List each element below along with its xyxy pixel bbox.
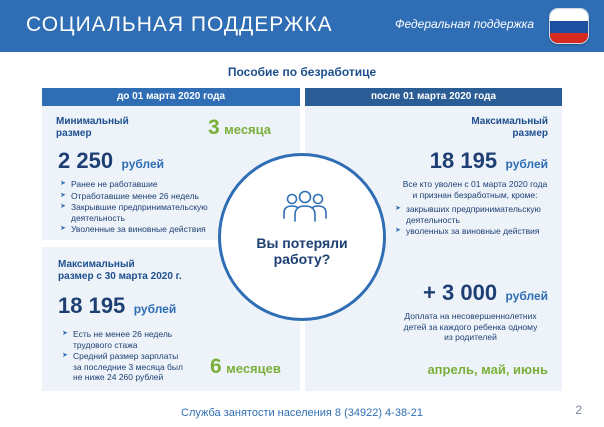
right-max-label: Максимальный размер <box>471 116 548 139</box>
list-item: ➤ Средний размер зарплаты за последние 3 месяца был не ниже 24 260 рублей <box>62 351 183 382</box>
max-march-eligibility-list <box>62 329 187 384</box>
header-subtitle: Федеральная поддержка <box>394 17 534 31</box>
russian-flag-icon <box>549 8 589 44</box>
left-period-bar: до 01 марта 2020 года <box>42 88 300 106</box>
min-amount: 2 250 рублей <box>58 148 164 173</box>
list-item: ➤ Ранее не работавшие <box>60 179 158 189</box>
right-intro-text: Все кто уволен с 01 марта 2020 года и признан безработным, кроме: <box>402 179 548 200</box>
min-label: Минимальный размер <box>56 116 129 139</box>
right-exceptions-list <box>395 204 555 238</box>
min-duration: 3 месяца <box>208 116 272 139</box>
right-period-bar: после 01 марта 2020 года <box>305 88 562 106</box>
max-march-duration: 6 месяцев <box>210 355 281 378</box>
max-march-amount: 18 195 рублей <box>58 293 177 318</box>
list-item: ➤ уволенных за виновные действия <box>395 226 540 236</box>
center-question: Вы потеряли работу? <box>256 235 348 267</box>
footer-contact: Служба занятости населения 8 (34922) 4-38-21 <box>181 407 423 419</box>
right-max-amount: 18 195 рублей <box>429 148 548 173</box>
bonus-months: апрель, май, июнь <box>427 362 548 377</box>
page-title: СОЦИАЛЬНАЯ ПОДДЕРЖКА <box>26 13 333 36</box>
list-item: ➤ Отработавшие менее 26 недель <box>60 190 199 201</box>
bonus-amount: + 3 000 рублей <box>423 280 548 305</box>
max-march-label: Максимальный размер с 30 марта 2020 г. <box>58 259 182 282</box>
people-icon <box>283 188 327 224</box>
list-item: ➤ Закрывшие предпринимательскую деятельность <box>60 202 208 223</box>
header-bar <box>0 0 604 52</box>
list-item: ➤ Уволенные за виновные действия <box>60 224 206 234</box>
min-eligibility-list <box>60 179 225 236</box>
page-number: 2 <box>575 403 582 417</box>
list-item: ➤ закрывших предпринимательскую деятельность <box>395 204 541 225</box>
section-title: Пособие по безработице <box>227 65 377 79</box>
center-circle <box>218 153 386 321</box>
list-item: ➤ Есть не менее 26 недель трудового стажа <box>62 329 173 350</box>
bonus-description: Доплата на несовершеннолетних детей за каждого ребенка одному из родителей <box>403 311 538 342</box>
